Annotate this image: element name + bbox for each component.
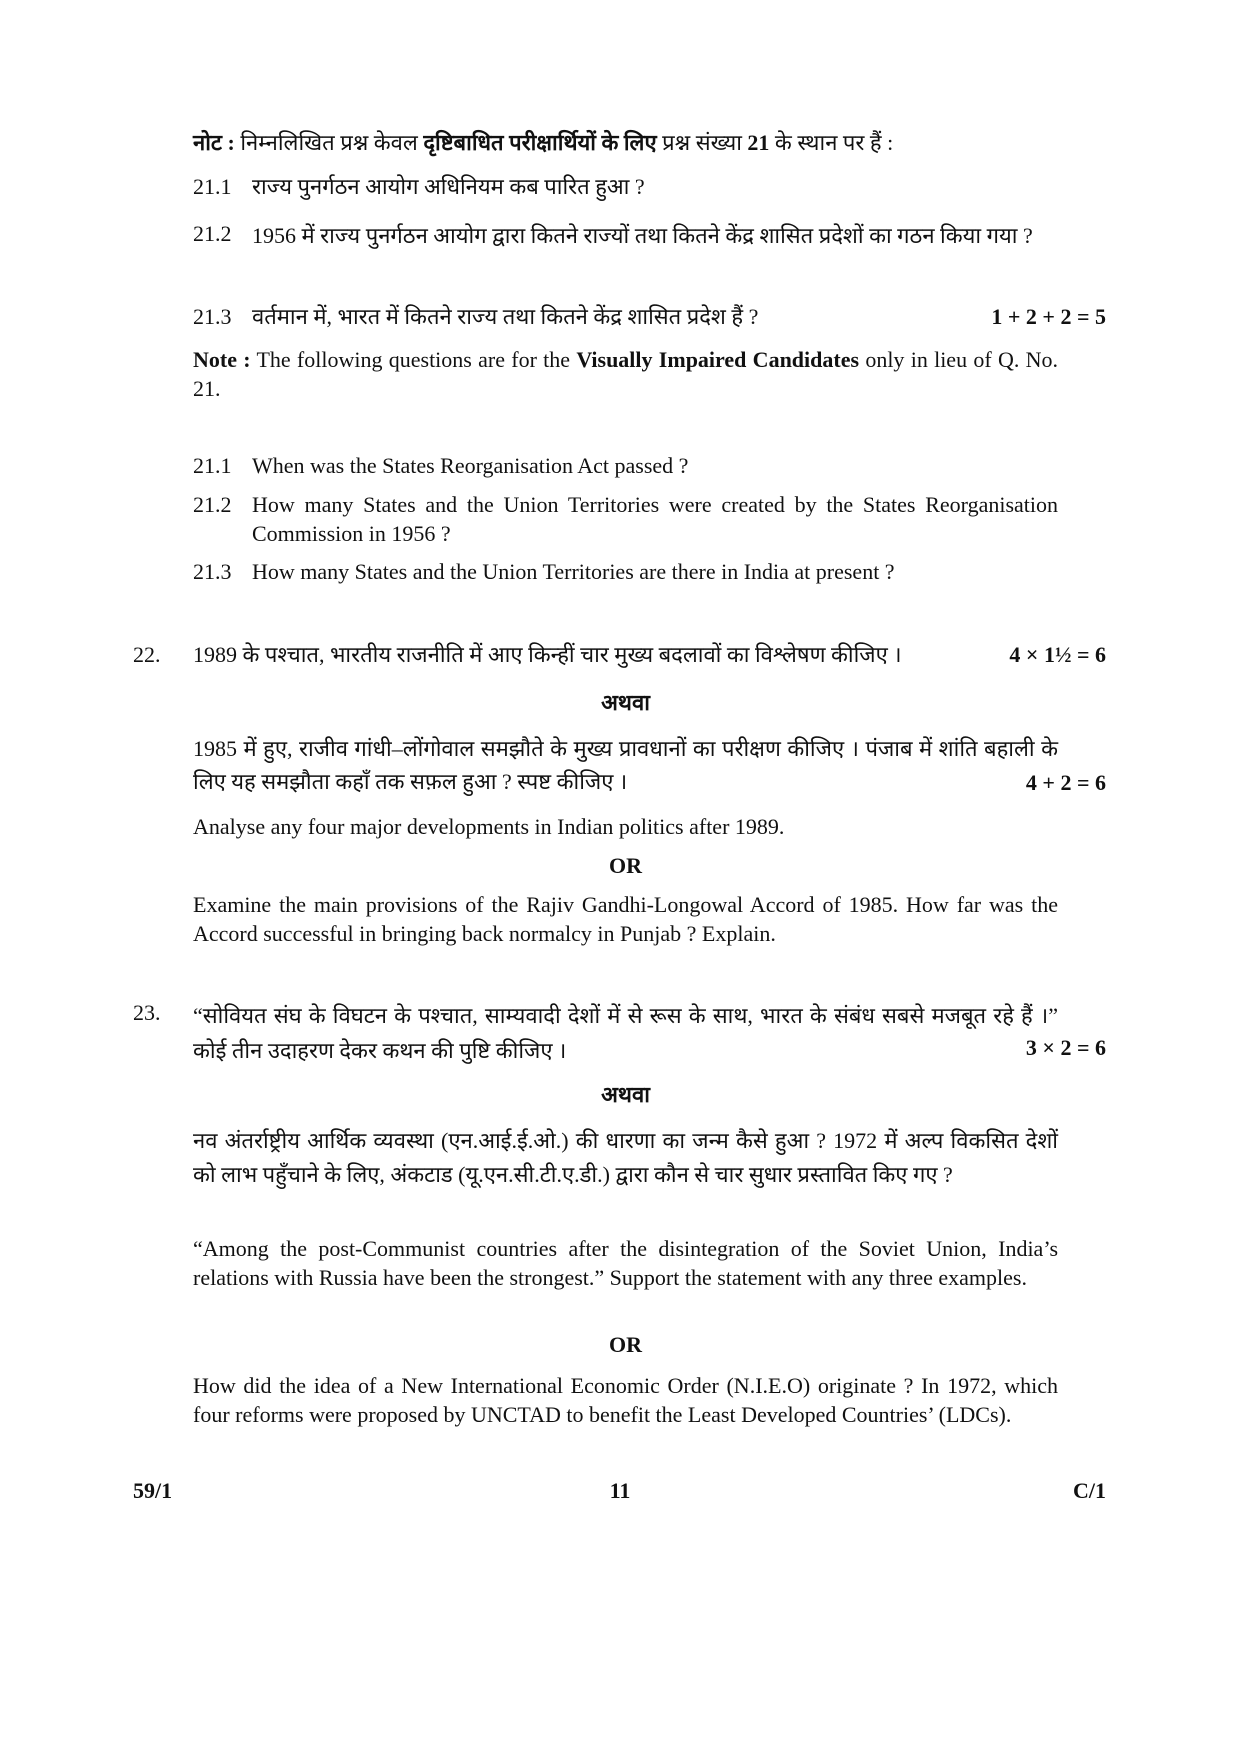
footer-paper-code: 59/1 <box>133 1478 173 1503</box>
q21-hi-1-number: 21.1 <box>193 174 232 199</box>
note-english-text-2: Visually Impaired Candidates <box>576 347 860 372</box>
q23-marks: 3 × 2 = 6 <box>1025 1035 1106 1060</box>
q22-number: 22. <box>133 642 161 667</box>
q22-english-alt: Examine the main provisions of the Rajiv Gandhi-Longowal Accord of 1985. How far was the Accord successful in bringing back normalcy in Punjab ? Explain. <box>193 892 1058 946</box>
q23-hindi-alt: नव अंतर्राष्ट्रीय आर्थिक व्यवस्था (एन.आई.ई.ओ.) की धारणा का जन्म कैसे हुआ ? 1972 में अल्प विकसित देशों को लाभ पहुँचाने के लिए, अंकटाड (यू.एन.सी.टी.ए.डी.) द्वारा कौन से चार सुधार प्रस्तावित किए गए ? <box>193 1128 1058 1187</box>
note-hindi-text-2: दृष्टिबाधित परीक्षार्थियों के लिए <box>423 130 657 155</box>
q23-hindi-main: “सोवियत संघ के विघटन के पश्चात, साम्यवादी देशों में से रूस के साथ, भारत के संबंध सबसे मजबूत रहे हैं ।” कोई तीन उदाहरण देकर कथन की पुष्टि कीजिए । <box>193 1003 1058 1063</box>
q22-english-main: Analyse any four major developments in Indian politics after 1989. <box>193 814 785 839</box>
footer-page-number: 11 <box>609 1478 631 1503</box>
note-hindi-text-5: के स्थान पर हैं : <box>769 130 894 155</box>
q22-hindi-main: 1989 के पश्चात, भारतीय राजनीति में आए किन्हीं चार मुख्य बदलावों का विश्लेषण कीजिए । <box>193 642 902 667</box>
q21-hi-1-text: राज्य पुनर्गठन आयोग अधिनियम कब पारित हुआ ? <box>252 174 645 199</box>
note-hindi-text-3: प्रश्न संख्या <box>656 130 748 155</box>
note-english-text-3: only in lieu of Q. No. 21. <box>193 347 1058 401</box>
q22-marks-main: 4 × 1½ = 6 <box>1009 642 1106 667</box>
q21-en-1-text: When was the States Reorganisation Act passed ? <box>252 453 689 478</box>
q21-hi-3-text: वर्तमान में, भारत में कितने राज्य तथा कितने केंद्र शासित प्रदेश हैं ? <box>252 304 759 329</box>
q21-en-1-number: 21.1 <box>193 453 232 478</box>
q21-marks: 1 + 2 + 2 = 5 <box>991 304 1106 329</box>
q22-marks-alt: 4 + 2 = 6 <box>1025 770 1106 795</box>
q22-or-english: OR <box>609 853 642 878</box>
q22-or-hindi: अथवा <box>601 690 650 715</box>
q21-en-3-number: 21.3 <box>193 559 232 584</box>
q23-english-alt: How did the idea of a New International Economic Order (N.I.E.O) originate ? In 1972, which four reforms were proposed by UNCTAD to benefit the Least Developed Countries’ (LDCs). <box>193 1373 1058 1427</box>
q21-en-2-text: How many States and the Union Territories were created by the States Reorganisation Commission in 1956 ? <box>252 492 1058 546</box>
q23-english-main: “Among the post-Communist countries after the disintegration of the Soviet Union, India’s relations with Russia have been the strongest.” Support the statement with any three examples. <box>193 1236 1058 1290</box>
note-english-label: Note : <box>193 347 251 372</box>
q22-hindi-alt: 1985 में हुए, राजीव गांधी–लोंगोवाल समझौते के मुख्य प्रावधानों का परीक्षण कीजिए । पंजाब में शांति बहाली के लिए यह समझौता कहाँ तक सफ़ल हुआ ? स्पष्ट कीजिए । <box>193 736 1058 794</box>
q23-or-hindi: अथवा <box>601 1082 650 1107</box>
q21-en-3-text: How many States and the Union Territories are there in India at present ? <box>252 559 895 584</box>
note-hindi-text-1: निम्नलिखित प्रश्न केवल <box>234 130 424 155</box>
note-hindi-text-4: 21 <box>747 130 770 155</box>
note-english <box>193 345 1058 403</box>
q21-hi-2-number: 21.2 <box>193 221 232 246</box>
footer-set-code: C/1 <box>1073 1478 1106 1503</box>
q21-en-2-number: 21.2 <box>193 492 232 517</box>
note-english-text-1: The following questions are for the <box>250 347 577 372</box>
q23-number: 23. <box>133 1000 161 1025</box>
note-hindi <box>193 128 1093 157</box>
q21-hi-2-text: 1956 में राज्य पुनर्गठन आयोग द्वारा कितने राज्यों तथा कितने केंद्र शासित प्रदेशों का गठन किया गया ? <box>252 223 1033 248</box>
q23-or-english: OR <box>609 1332 642 1357</box>
note-hindi-label: नोट : <box>193 130 235 155</box>
q21-hi-3-number: 21.3 <box>193 304 232 329</box>
